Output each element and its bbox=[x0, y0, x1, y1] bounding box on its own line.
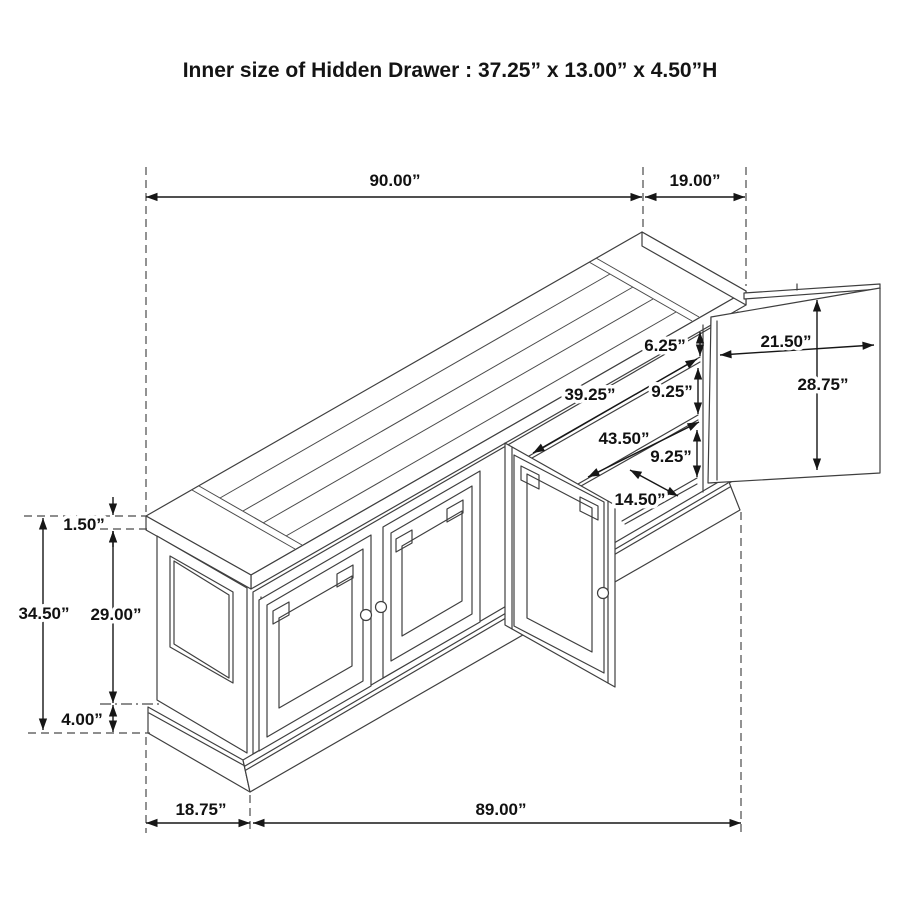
dim-label-shelf-gap-lower: 9.25” bbox=[650, 447, 692, 466]
dim-label-front-width: 89.00” bbox=[475, 800, 527, 819]
dim-label-base-height: 4.00” bbox=[61, 710, 103, 729]
dim-label-opening-depth: 14.50” bbox=[614, 490, 666, 509]
door-end-open-panel bbox=[708, 284, 880, 483]
dim-label-open-door-height: 28.75” bbox=[797, 375, 849, 394]
dim-label-top-opening-gap: 6.25” bbox=[644, 336, 686, 355]
dim-label-shelf-width-upper: 39.25” bbox=[564, 385, 616, 404]
dim-label-top-width: 90.00” bbox=[369, 171, 421, 190]
dim-label-end-depth: 18.75” bbox=[175, 800, 227, 819]
door-middle-knob bbox=[376, 602, 387, 613]
dim-label-overall-height: 34.50” bbox=[18, 604, 70, 623]
dim-label-open-door-width: 21.50” bbox=[760, 332, 812, 351]
door-right-knob bbox=[598, 588, 609, 599]
cabinet-drawing bbox=[146, 232, 880, 792]
door-left-knob bbox=[361, 610, 372, 621]
dim-label-shelf-width-lower: 43.50” bbox=[598, 429, 650, 448]
diagram-title: Inner size of Hidden Drawer : 37.25” x 13.00” x 4.50”H bbox=[182, 59, 718, 82]
dim-label-middle-height: 29.00” bbox=[90, 605, 142, 624]
dim-label-top-thickness: 1.50” bbox=[63, 515, 105, 534]
dim-label-shelf-gap-upper: 9.25” bbox=[651, 382, 693, 401]
dim-label-top-depth: 19.00” bbox=[669, 171, 721, 190]
